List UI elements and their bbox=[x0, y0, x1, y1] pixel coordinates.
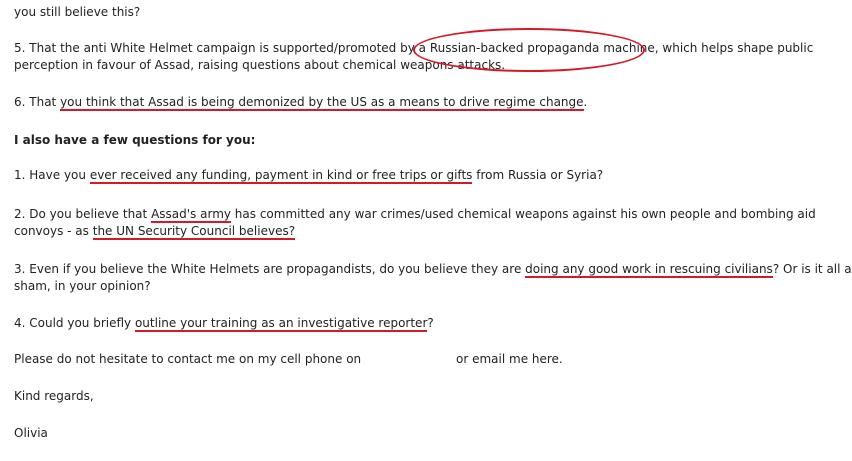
point-6-period: . bbox=[583, 95, 588, 109]
question-3-continuation: sham, in your opinion? bbox=[14, 279, 151, 293]
point-6-line bbox=[14, 94, 587, 110]
question-4-underlined-phrase: outline your training as an investigative reporter bbox=[134, 316, 428, 330]
question-1-text: 1. Have you bbox=[14, 168, 90, 182]
question-2-text: 2. Do you believe that bbox=[14, 207, 152, 221]
question-2-underlined-phrase: Assad's army bbox=[151, 207, 231, 221]
question-1-text-end: from Russia or Syria? bbox=[472, 168, 604, 182]
question-3-line-1 bbox=[14, 261, 852, 277]
point-6-text: 6. That bbox=[14, 95, 61, 109]
contact-email-text: or email me here. bbox=[456, 352, 563, 366]
question-4-text: 4. Could you briefly bbox=[14, 316, 135, 330]
signature-name: Olivia bbox=[14, 426, 48, 440]
question-2-line-1 bbox=[14, 206, 816, 222]
questions-heading bbox=[14, 132, 255, 148]
question-3-text-end: ? Or is it all a bbox=[772, 262, 852, 276]
question-3-text: 3. Even if you believe the White Helmets are propagandists, do you believe they are bbox=[14, 262, 526, 276]
question-2-underlined-phrase-2: the UN Security Council believes? bbox=[92, 224, 296, 238]
kind-regards-text: Kind regards, bbox=[14, 389, 94, 403]
question-2-continuation: convoys - as bbox=[14, 224, 93, 238]
point-5-text: 5. That the anti White Helmet campaign is supported/promoted by a bbox=[14, 41, 430, 55]
question-4-line bbox=[14, 315, 434, 331]
point-5-line-1 bbox=[14, 40, 813, 56]
question-3-line-2 bbox=[14, 278, 151, 294]
point-5-circled-phrase: Russian-backed propaganda machine bbox=[429, 41, 655, 55]
question-4-question-mark: ? bbox=[427, 316, 434, 330]
question-3-underlined-phrase: doing any good work in rescuing civilians bbox=[525, 262, 773, 276]
closing-line bbox=[14, 388, 94, 404]
point-5-text-end: , which helps shape public bbox=[654, 41, 814, 55]
text-intro-end: you still believe this? bbox=[14, 5, 141, 19]
point-5-continuation: perception in favour of Assad, raising questions about chemical weapons attacks. bbox=[14, 58, 506, 72]
question-1-underlined-phrase: ever received any funding, payment in kind or free trips or gifts bbox=[89, 168, 473, 182]
question-1-line bbox=[14, 167, 603, 183]
question-2-line-2 bbox=[14, 223, 295, 239]
line-intro-end bbox=[14, 4, 140, 20]
questions-heading-text: I also have a few questions for you: bbox=[14, 133, 256, 147]
contact-text: Please do not hesitate to contact me on my cell phone on bbox=[14, 352, 362, 366]
point-5-line-2 bbox=[14, 57, 505, 73]
question-2-text-end: has committed any war crimes/used chemical weapons against his own people and bombing aid bbox=[230, 207, 816, 221]
point-6-underlined-phrase: you think that Assad is being demonized by the US as a means to drive regime change bbox=[60, 95, 584, 109]
signature-line bbox=[14, 425, 48, 441]
contact-line-end bbox=[456, 351, 563, 367]
contact-line bbox=[14, 351, 361, 367]
